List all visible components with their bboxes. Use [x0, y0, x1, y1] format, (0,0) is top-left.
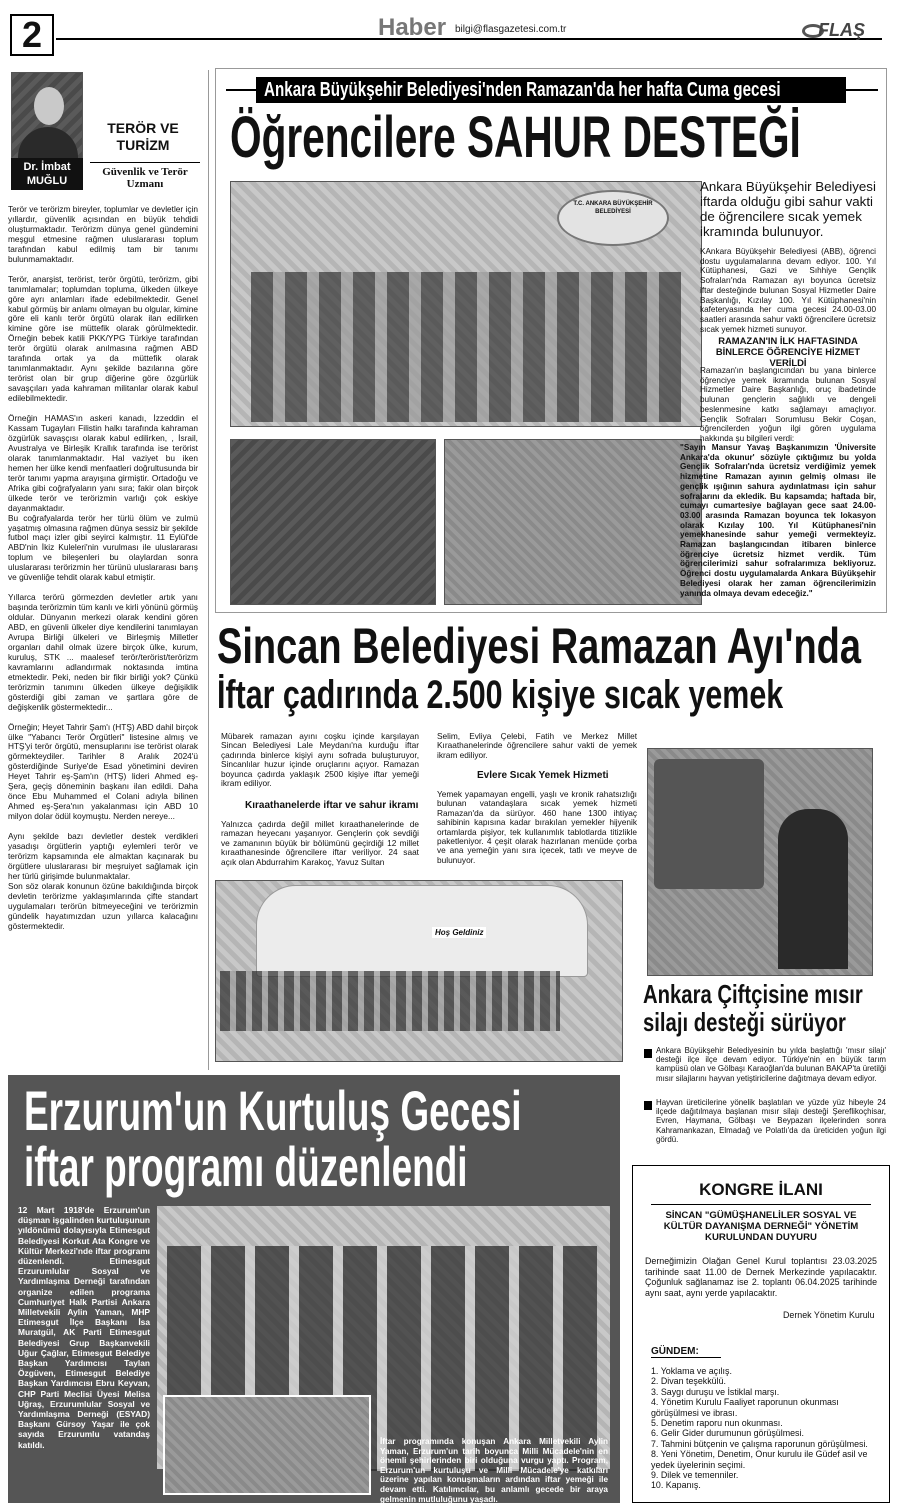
tent-crowd [220, 971, 560, 1031]
sincan-subhead-2: Evlere Sıcak Yemek Hizmeti [477, 770, 609, 781]
erzurum-headline-2: iftar programı düzenlendi [24, 1135, 468, 1198]
sahur-kicker-rule-left [226, 89, 256, 91]
sincan-para2: Yalnızca çadırda değil millet kıraathanelerinde de ramazan heyecanı yaşanıyor. Gençlerin çok sevdiği ve zamanının büyük bir bölümünü geçirdiği 12 millet kıraathanesinde öğrencilere iftar veriliyor. 24 saat açık olan Abdurrahim Karakoç, Yavuz Sultan [221, 819, 419, 867]
author-name: MUĞLU [26, 175, 68, 187]
brand-logo [802, 20, 880, 42]
ciftci-headline-1: Ankara Çiftçisine mısır [643, 979, 863, 1009]
sahur-subhead: RAMAZAN'IN İLK HAFTASINDA BİNLERCE ÖĞRENCİYE HİZMET VERİLDİ [715, 335, 861, 368]
kongre-agenda [651, 1366, 877, 1491]
kongre-body: Derneğimizin Olağan Genel Kurul toplantısı 23.03.2025 tarihinde saat 11.00 de Dernek Merkezinde yapılacaktır. Çoğunluk sağlanamaz ise 2. toplantı 06.04.2025 tarihinde aynı saat, aynı yerde yapılacaktır. [645, 1256, 877, 1298]
author-photo [11, 72, 83, 160]
sahur-headline [230, 105, 801, 171]
column-body: Terör ve terörizm bireyler, toplumlar ve devletler için yıllardır, güvenlik açısından en büyük tehdidi oluşturmaktadır. Terörizm dünya genel gündemini meşgul etmesine rağmen uluslararası toplum tarafından kabul edilmiş tam bir tanımı bulunmamaktadır. Terör, anarşist, terörist, terör örgütü, terörizm, gibi tanımlamalar; toplumdan topluma, ülkeden ülkeye göre ayrı anlamları ifade edebilmektedir. Genel kabul görmüş bir anlamı olmayan bu olgular, kimine göre eli kanlı terör örgütü olarak ilan edilirken kimine göre ise müttefik olarak görülmektedir. Örneğin bebek katili PKK/YPG Türkiye tarafından terör örgütü olarak anılmasına rağmen ABD tarafında ortak ya da müttefik olarak tanımlanmaktadır. Aynı şekilde bazılarına göre terörist olan bir grup diğerine göre özgürlük savaşçıları yada kahraman militanlar olarak kabul edilebilmektedir. Örneğin HAMAS'ın askeri kanadı, İzzeddin el Kassam Tugayları Filistin halkı tarafında kahraman özgürlük savaşçısı olarak kabul edilirken, , İsrail, Avustralya ve Birleşik Krallık tarafında ise terörist olarak tanımlanmaktadır. Hal vaziyet bu iken hemen her ülke kendi menfaatleri doğrultusunda bir terör tanımı yapma arayışına girmiştir. Ortadoğu ve Afrika gibi coğrafyaların yanı sıra; fakir olan birçok ülkede terör ve terörizmin varlığı çok eskiye dayanmaktadır. Bu coğrafyalarda terör her türlü ölüm ve zulmü yaşatmış olmasına rağmen dünya sessiz bir şekilde futbol maçı izler gibi seyirci kalmıştır. 11 Eylül'de ABD'nin İkiz Kuleleri'nin vurulması ile uluslararası toplum ve bileşenleri bu olaylardan sonra uluslararası terörizmin her türünü uluslararası barış ve güvenliğe tehdit olarak kabul etmiştir. Yıllarca terörü görmezden devletler artık yanı başında terörizmin tüm kanlı ve kirli yönünü görmüş oldular. Dünyanın merkezi olarak kendini gören ABD, en güvenli ülkeler diye kendilerini tanımlayan Avrupa Birliği ülkeleri ve Birleşmiş Milletler organları dahil olmak üzere birçok ülke, kurum, kuruluş, STK ... maalesef terör/terörist/terörizm kavramlarını adlandırmak noktasında imtina etmektedir. Peki, neden bir fikir birliği yok? Çünkü terörizmin tanımını ülkeden ülkeye değişiklik gösterdiği gibi zaman ve şartlara göre de değişkenlik göstermektedir... Örneğin; Heyet Tahrir Şam'ı (HTŞ) ABD dahil birçok ülke "Yabancı Terör Örgütleri" listesine almış ve HTŞ'yi terör örgütü, mensuplarını ise terörist olarak görmekteydiler. Tarihler 8 Aralık 2024'ü gösterdiğinde Suriye'de Esad yönetimini deviren Heyet Tahrir eş-Şam'ın (HTŞ) lideri Ahmed eş-Şera, geçiş döneminin başkanı ilan edildi. Daha önce Ebu Muhammed el Colani adıyla bilinen Ahmed eş-Şera'nın yakalanması için ABD 10 milyon dolar ödül koymuştu. Nerden nereye... Aynı şekilde bazı devletler destek verdikleri yasadışı örgütlerin yaptığı eylemleri terör ve terörizm kapsamında ele almaktan kaçınarak bu örgütlere uluslararası bir meşruiyet sağlamak için her türlü girişimde bulunmaktalar. Son söz olarak konunun özüne bakıldığında birçok devletin terörizme yaklaşımlarında çifte standart uygulamaları terörün bitmeyeceğini ve terörizmin gündelik hayatımızdan uzun yıllarca kalacağını göstermektedir. [8, 204, 198, 931]
agenda-item: 10. Kapanış. [651, 1480, 701, 1491]
page-number: 2 [10, 14, 54, 56]
sincan-para1: Mübarek ramazan ayını coşku içinde karşılayan Sincan Belediyesi Lale Meydanı'na kurduğu iftar çadırında binlerce kişiyi aynı sofrada buluşturuyor, Sincanlılar huzur içinde oruçlarını açıyor. Ramazan boyunca çadırda yaklaşık 2500 kişiye iftar yemeği ikram ediliyor. [221, 731, 419, 789]
author-face [34, 87, 64, 125]
kongre-subtitle: SİNCAN "GÜMÜŞHANELİLER SOSYAL VE KÜLTÜR DAYANIŞMA DERNEĞİ" YÖNETİM KURULUNDAN DUYURU [663, 1210, 859, 1243]
column-divider [208, 70, 209, 1070]
ciftci-bullet-mark-2 [644, 1101, 652, 1110]
sahur-photo-main [230, 181, 702, 427]
agenda-item: 5. Denetim raporu nun okunması. [651, 1418, 783, 1429]
sahur-headline-part1: Öğrencilere [230, 105, 456, 170]
agenda-item: 4. Yönetim Kurulu Faaliyet raporunun okunması görüşülmesi ve ibrası. [651, 1397, 839, 1418]
agenda-item: 2. Divan teşekkülü. [651, 1376, 726, 1387]
sahur-photo-students [444, 439, 702, 605]
erzurum-body: 12 Mart 1918'de Erzurum'un düşman işgalinden kurtuluşunun yıldönümü dolayısıyla Etimesgut Belediyesi Korkut Ata Kongre ve Kültür Merkezi'nde iftar programı düzenlendi. Etimesgut Erzurumlular Sosyal ve Yardımlaşma Derneği tarafından organize edilen programa Cumhuriyet Halk Partisi Ankara Milletvekili Aylin Yaman, MHP Etimesgut İlçe Başkanı İsa Muratgül, AK Parti Etimesgut Belediyesi Grup Başkanvekili Uğur Çağlar, Etimesgut Belediye Başkan Yardımcısı Taylan Özgüven, Etimesgut Belediye Başkan Yardımcısı Ebru Keyvan, CHP Parti Meclisi Üyesi Melisa Uğraş, Erzurumlular Sosyal ve Yardımlaşma Derneği (ESYAD) Başkanı Gürsoy Yaşar ile çok sayıda Erzurumlu vatandaş katıldı. [18, 1205, 150, 1450]
ciftci-bullet-mark-1 [644, 1049, 652, 1058]
kongre-signature: Dernek Yönetim Kurulu [783, 1310, 875, 1320]
ciftci-bullet-1: Ankara Büyükşehir Belediyesinin bu yılda başlattığı 'mısır silajı' desteği ilçe ilçe devam ediyor. Türkiye'nin en büyük tarım kampüsü olan ve Gölbaşı Karaoğlan'da bulunan BAKAP'ta üretilği mısır silajlarını hayvan yetiştiricilerine dağıtmaya devam ediyor. [656, 1046, 886, 1083]
header-rule [56, 38, 882, 40]
author-title: Dr. İmbat [23, 161, 71, 173]
ciftci-machine [654, 759, 764, 889]
sahur-lead: Ankara Büyükşehir Belediyesi iftarda olduğu gibi sahur vakti de öğrencilere sıcak yemek ikramında bulunuyor. [700, 179, 876, 239]
author-shoulders [18, 127, 78, 161]
sincan-tent-photo [215, 880, 623, 1062]
erzurum-caption: İftar programında konuşan Ankara Milletvekili Aylin Yaman, Erzurum'un tarih boyunca Milli Mücadele'nin en önemli şehirlerinden biri olduğuna vurgu yaptı. Program, Erzurum'un kurtuluşu ve Milli Mücadele'ye katkıları üzerine yapılan konuşmaların ardından iftar yemeği ile devam etti. Katılımcılar, bu anlamlı gecede bir araya gelmenin mutluluğunu yaşadı. [380, 1437, 608, 1504]
author-role: Güvenlik ve Terör Uzmanı [102, 166, 188, 190]
brand-logo-text: FLAŞ [818, 20, 865, 40]
column-title-rule [90, 162, 200, 163]
sahur-banner-text: T.C. ANKARA BÜYÜKŞEHİR BELEDİYESİ [573, 201, 653, 215]
sahur-kicker-text: Ankara Büyükşehir Belediyesi'nden Ramazan'da her hafta Cuma gecesi [264, 79, 781, 101]
column-article [8, 68, 208, 1068]
sahur-banner [557, 190, 669, 246]
sahur-para2: Ramazan'ın başlangıcından bu yana binlerce öğrenciye yemek ikramında bulunan Sosyal Hizmetler Daire Başkanlığı, oruç ibadetinde bulunan gençlerin sağlıklı ve dengeli beslenmesine katkı sağlamayı amaçlıyor. Gençlik Sofraları Sorumlusu Bekir Coşan, öğrencilerden yoğun ilgi gören uygulama hakkında şu bilgileri verdi: [700, 366, 876, 443]
erzurum-headline-1: Erzurum'un Kurtuluş Gecesi [24, 1079, 522, 1142]
ciftci-bullet-2: Hayvan üreticilerine yönelik başlatılan ve yüzde yüz hibeyle 24 ilçede dağıtılmaya başlanan mısır silajı desteği Şereflikoçhisar, Evren, Haymana, Gölbaşı ve Beypazarı ilçelerinden sonra Kahramankazan, Elmadağ ve Polatlı'da da üreticiden yoğun ilgi gördü. [656, 1098, 886, 1144]
agenda-item: 7. Tahmini bütçenin ve çalışma raporunun görüşülmesi. [651, 1438, 868, 1449]
author-label [11, 158, 83, 190]
sahur-crowd [251, 272, 681, 422]
sincan-para3: Selim, Evliya Çelebi, Fatih ve Merkez Millet Kıraathanelerinde öğrencilere sahur vakti de yemek ikram ediliyor. [437, 731, 637, 760]
page-header [0, 0, 897, 60]
erzurum-story [8, 1075, 620, 1503]
sincan-para4: Yemek yapamayan engelli, yaşlı ve kronik rahatsızlığı bulunan vatandaşlara sıcak yemek hizmeti Ramazan'da da sürüyor. 460 hane 1300 ihtiyaç sahibinin kapısına kadar bırakılan yemekler hijyenik ortamlarda pişiyor, tek kullanımlık tablotlarda titizlikle paketleniyor. 4 çeşit olarak hazırlanan menüde çorba ve ana yemeğin yanı sıra içecek, tatlı ve meyve de bulunuyor. [437, 789, 637, 865]
kongre-title-rule [651, 1204, 871, 1205]
kongre-agenda-title: GÜNDEM: [651, 1346, 721, 1358]
agenda-item: 3. Saygı duruşu ve İstiklal marşı. [651, 1386, 780, 1397]
sincan-subhead-1: Kıraathanelerde iftar ve sahur ikramı [245, 800, 419, 811]
ciftci-headline-2: silajı desteği sürüyor [643, 1007, 846, 1037]
agenda-item: 1. Yoklama ve açılış. [651, 1366, 732, 1376]
ciftci-photo [647, 748, 873, 976]
sahur-quote: "Sayın Mansur Yavaş Başkanımızın 'Üniversite Ankara'da okunur' sözüyle çıktığımız bu yolda Gençlik Sofraları'nda ücretsiz verdiğimiz yemek hizmetine Ramazan ayının gelmiş olması ile gençlik ışığının sahura aydınlatması için sahur sofralarını da ekledik. Bu kapsamda; haftada bir, cumayı cumartesiye bağlayan gece saat 24.00-03.00 arasında Ramazan boyunca tek lokasyon olarak Kızılay 100. Yıl Kütüphanesi'nin yemekhanesinde sahur yemeği vermekteyiz. Ramazan başlangıcından itibaren binlerce öğrenciye ücretsiz hizmet verdik. Tüm öğrencilerimizi sahur sofralarımıza bekliyoruz. Öğrenci dostu uygulamalarda Ankara Büyükşehir Belediyesi olarak her zaman öğrencilerimizin yanında olmaya devam edeceğiz." [680, 443, 876, 598]
header-email[interactable]: bilgi@flasgazetesi.com.tr [455, 24, 567, 35]
sahur-story [215, 68, 887, 613]
tent-roof [256, 885, 588, 977]
agenda-item: 9. Dilek ve temenniler. [651, 1470, 739, 1481]
section-label: Haber [378, 14, 447, 41]
sahur-kicker-rule-right [846, 89, 878, 91]
erzurum-photo-inset [163, 1395, 371, 1495]
sincan-headline-2: İftar çadırında 2.500 kişiye sıcak yemek [217, 673, 784, 717]
column-title: TERÖR VE TURİZM [107, 120, 179, 153]
sincan-story [215, 618, 887, 1066]
kongre-title: KONGRE İLANI [699, 1180, 823, 1199]
agenda-item: 8. Yeni Yönetim, Denetim, Onur kurulu ile Güdef asil ve yedek üyelerinin seçimi. [651, 1449, 868, 1470]
sahur-photo-food [230, 439, 436, 605]
sahur-headline-part2: SAHUR DESTEĞİ [466, 105, 801, 170]
agenda-item: 6. Gelir Gider durumunun görüşülmesi. [651, 1428, 804, 1439]
tent-sign: Hoş Geldiniz [432, 927, 486, 938]
sahur-para1: KAnkara Büyükşehir Belediyesi (ABB), öğrenci dostu uygulamalarına devam ediyor. 100. Yıl Kütüphanesi, Gazi ve Sıhhiye Gençlik Sofraları'nda Ramazan ayı boyunca ücretsiz iftar desteğinde bulunan Sosyal Hizmetler Daire Başkanlığı, Kızılay 100. Yıl Kütüphanesi'nin kafeteryasında her cuma gecesi 24.00-03.00 saatleri arasında sahur vakti öğrencilere ücretsiz sıcak yemek hizmeti sunuyor. [700, 247, 876, 334]
sincan-headline-1: Sincan Belediyesi Ramazan Ayı'nda [217, 618, 862, 674]
ciftci-person [778, 809, 848, 969]
kongre-box [632, 1165, 890, 1503]
